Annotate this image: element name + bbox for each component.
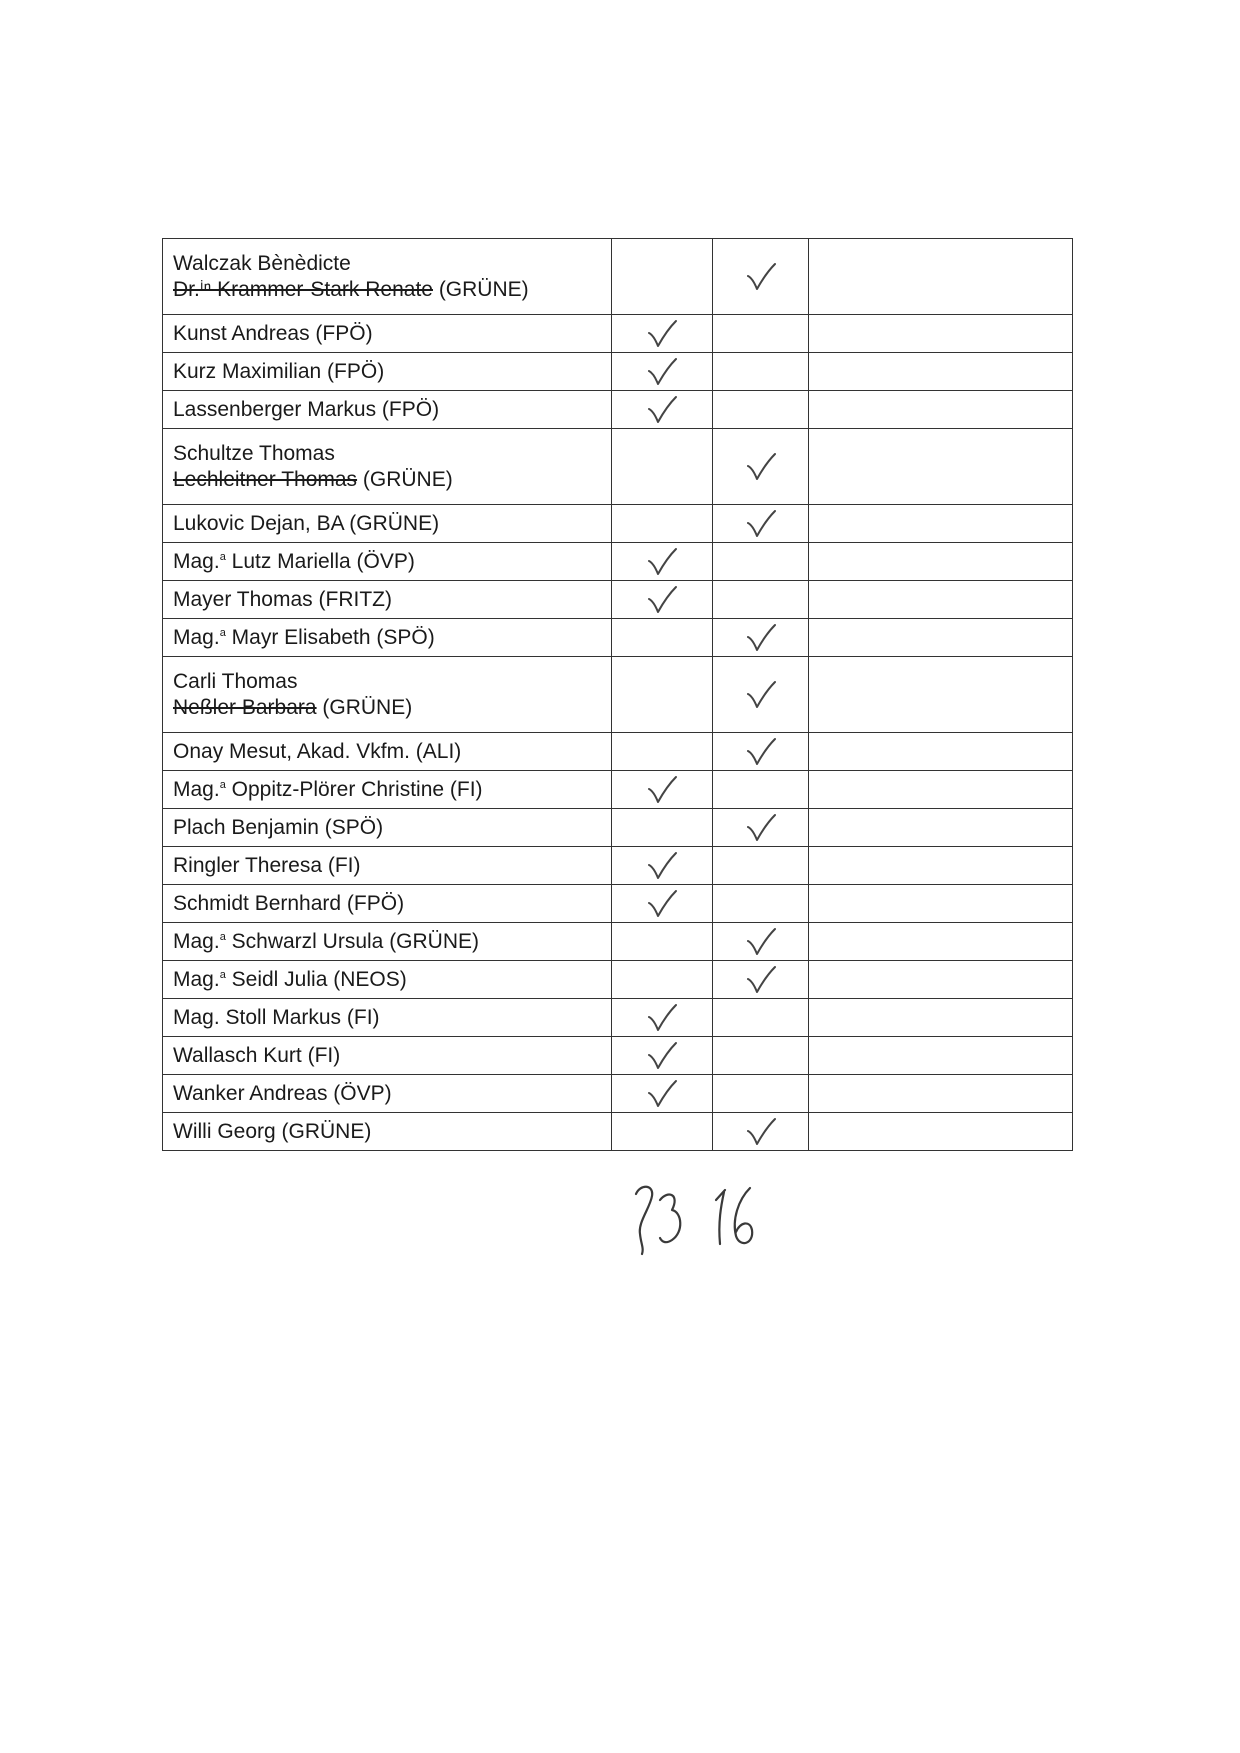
no-vote-cell [713,1037,809,1075]
member-name-text: Onay Mesut, Akad. Vkfm. (ALI) [173,739,462,763]
replaced-party: (GRÜNE) [316,695,413,719]
yes-vote-cell [612,1075,713,1113]
member-name [173,441,601,466]
empty-vote-cell [809,315,1073,353]
yes-vote-cell [612,429,713,505]
no-vote-cell [713,961,809,999]
member-name-cell [163,619,612,657]
empty-vote-cell [809,999,1073,1037]
member-name-text: Wallasch Kurt (FI) [173,1043,341,1067]
no-vote-cell [713,885,809,923]
no-vote-cell [713,581,809,619]
table-row [163,1113,1073,1151]
table-row [163,809,1073,847]
member-name [173,1081,601,1106]
checkmark-icon [645,395,679,425]
member-name [173,669,601,694]
table-row [163,581,1073,619]
checkmark-icon [645,319,679,349]
checkmark-icon [645,585,679,615]
member-name-text: Plach Benjamin (SPÖ) [173,815,384,839]
empty-vote-cell [809,657,1073,733]
no-vote-cell [713,1113,809,1151]
yes-vote-cell [612,315,713,353]
replaced-member [173,695,601,720]
table-row [163,733,1073,771]
member-name-cell [163,391,612,429]
title-superscript: a [219,626,226,639]
academic-title: Mag. [173,929,220,953]
yes-vote-cell [612,885,713,923]
empty-vote-cell [809,1037,1073,1075]
replaced-member [173,467,601,492]
empty-vote-cell [809,771,1073,809]
member-name-text: Schmidt Bernhard (FPÖ) [173,891,405,915]
member-name-cell [163,429,612,505]
academic-title: Mag. [173,625,220,649]
table-row [163,353,1073,391]
member-name [173,815,601,840]
member-name-text: Walczak Bènèdicte [173,252,351,276]
checkmark-icon [744,1117,778,1147]
no-vote-cell [713,505,809,543]
no-vote-cell [713,1075,809,1113]
member-name-text: Mag. Stoll Markus (FI) [173,1005,380,1029]
table-row [163,885,1073,923]
member-name-text: Lukovic Dejan, BA (GRÜNE) [173,511,440,535]
no-vote-cell [713,391,809,429]
member-name-text: Wanker Andreas (ÖVP) [173,1081,392,1105]
yes-vote-cell [612,505,713,543]
empty-vote-cell [809,923,1073,961]
checkmark-icon [744,509,778,539]
member-name-cell [163,543,612,581]
member-name [173,1005,601,1030]
table-row [163,505,1073,543]
yes-vote-cell [612,847,713,885]
yes-vote-cell [612,999,713,1037]
member-name-cell [163,771,612,809]
checkmark-icon [744,737,778,767]
member-name [173,587,601,612]
member-name-text: Oppitz-Plörer Christine (FI) [225,777,483,801]
empty-vote-cell [809,1075,1073,1113]
member-name-cell [163,961,612,999]
empty-vote-cell [809,847,1073,885]
member-name-cell [163,1037,612,1075]
member-name [173,511,601,536]
checkmark-icon [744,965,778,995]
empty-vote-cell [809,353,1073,391]
member-name [173,625,601,650]
member-name [173,891,601,916]
yes-vote-cell [612,1113,713,1151]
checkmark-icon [744,623,778,653]
table-row [163,391,1073,429]
yes-vote-cell [612,1037,713,1075]
no-vote-cell [713,619,809,657]
yes-vote-cell [612,809,713,847]
checkmark-icon [645,889,679,919]
checkmark-icon [645,357,679,387]
empty-vote-cell [809,885,1073,923]
member-name-text: Schultze Thomas [173,442,335,466]
table-row [163,429,1073,505]
yes-vote-cell [612,581,713,619]
struck-name: Neßler Barbara [173,695,317,719]
checkmark-icon [645,1003,679,1033]
academic-title: Mag. [173,777,220,801]
yes-vote-cell [612,353,713,391]
member-name-cell [163,353,612,391]
yes-vote-cell [612,657,713,733]
member-name-cell [163,1075,612,1113]
vote-table [162,238,1073,1151]
member-name-cell [163,885,612,923]
table-row [163,1037,1073,1075]
empty-vote-cell [809,733,1073,771]
table-row [163,923,1073,961]
no-vote-cell [713,353,809,391]
yes-vote-cell [612,923,713,961]
table-row [163,315,1073,353]
checkmark-icon [744,262,778,292]
no-vote-cell [713,847,809,885]
member-name-cell [163,239,612,315]
yes-vote-cell [612,771,713,809]
member-name-cell [163,1113,612,1151]
no-vote-cell [713,315,809,353]
checkmark-icon [645,547,679,577]
no-vote-cell [713,999,809,1037]
yes-vote-cell [612,733,713,771]
empty-vote-cell [809,809,1073,847]
table-row [163,543,1073,581]
member-name-cell [163,923,612,961]
member-name [173,777,601,802]
member-name [173,967,601,992]
yes-vote-cell [612,239,713,315]
no-vote-cell [713,239,809,315]
title-superscript: a [219,778,226,791]
checkmark-icon [645,1079,679,1109]
title-superscript: a [219,550,226,563]
member-name-cell [163,315,612,353]
no-vote-cell [713,657,809,733]
member-name-cell [163,733,612,771]
replaced-party: (GRÜNE) [432,277,529,301]
replaced-member [173,277,601,302]
tally-no-count [716,1188,752,1244]
empty-vote-cell [809,505,1073,543]
table-row [163,847,1073,885]
title-superscript: a [219,930,226,943]
struck-name: Lechleitner Thomas [173,467,358,491]
tally-handwriting [628,1182,778,1258]
struck-name: Dr.ⁱⁿ Krammer-Stark Renate [173,277,433,301]
no-vote-cell [713,429,809,505]
no-vote-cell [713,809,809,847]
member-name [173,1119,601,1144]
member-name [173,1043,601,1068]
yes-vote-cell [612,543,713,581]
member-name-text: Ringler Theresa (FI) [173,853,361,877]
member-name-cell [163,505,612,543]
checkmark-icon [645,1041,679,1071]
table-row [163,657,1073,733]
academic-title: Mag. [173,549,220,573]
table-row [163,1075,1073,1113]
member-name-text: Mayer Thomas (FRITZ) [173,587,392,611]
handwritten-tally [628,1182,778,1258]
empty-vote-cell [809,429,1073,505]
member-name-cell [163,847,612,885]
empty-vote-cell [809,239,1073,315]
vote-rows [163,239,1073,1151]
checkmark-icon [744,680,778,710]
member-name-text: Kurz Maximilian (FPÖ) [173,359,385,383]
member-name [173,251,601,276]
empty-vote-cell [809,961,1073,999]
academic-title: Mag. [173,967,220,991]
empty-vote-cell [809,1113,1073,1151]
member-name-cell [163,581,612,619]
table-row [163,619,1073,657]
no-vote-cell [713,923,809,961]
member-name-text: Seidl Julia (NEOS) [225,967,407,991]
member-name-text: Lassenberger Markus (FPÖ) [173,397,440,421]
yes-vote-cell [612,619,713,657]
member-name-cell [163,809,612,847]
checkmark-icon [744,927,778,957]
member-name [173,853,601,878]
table-row [163,961,1073,999]
no-vote-cell [713,771,809,809]
replaced-party: (GRÜNE) [357,467,453,491]
empty-vote-cell [809,581,1073,619]
member-name-text: Carli Thomas [173,670,298,694]
table-row [163,999,1073,1037]
checkmark-icon [645,775,679,805]
checkmark-icon [744,813,778,843]
table-row [163,239,1073,315]
member-name [173,739,601,764]
member-name-text: Schwarzl Ursula (GRÜNE) [225,929,480,953]
tally-yes-count [636,1187,680,1254]
member-name-text: Lutz Mariella (ÖVP) [225,549,415,573]
checkmark-icon [744,452,778,482]
yes-vote-cell [612,961,713,999]
empty-vote-cell [809,391,1073,429]
empty-vote-cell [809,619,1073,657]
member-name-text: Willi Georg (GRÜNE) [173,1119,372,1143]
member-name [173,929,601,954]
table-row [163,771,1073,809]
member-name-cell [163,657,612,733]
member-name [173,321,601,346]
member-name [173,549,601,574]
member-name-text: Mayr Elisabeth (SPÖ) [225,625,435,649]
title-superscript: a [219,968,226,981]
yes-vote-cell [612,391,713,429]
member-name-text: Kunst Andreas (FPÖ) [173,321,373,345]
member-name [173,359,601,384]
checkmark-icon [645,851,679,881]
no-vote-cell [713,543,809,581]
member-name [173,397,601,422]
empty-vote-cell [809,543,1073,581]
member-name-cell [163,999,612,1037]
no-vote-cell [713,733,809,771]
